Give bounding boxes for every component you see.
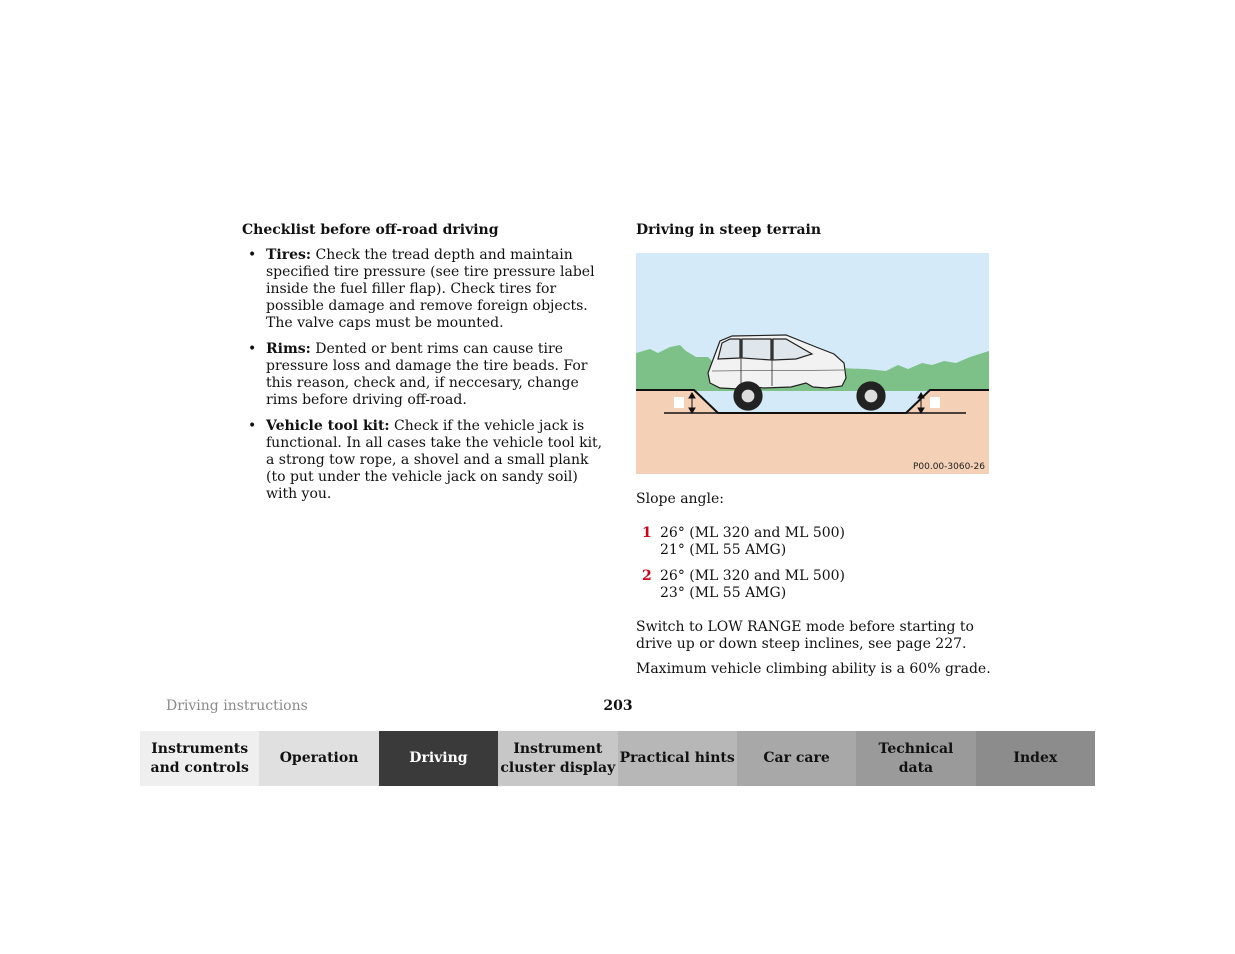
checklist-term: Tires: bbox=[266, 247, 312, 263]
tab-label-line: Driving bbox=[409, 750, 468, 766]
callout-number: 2 bbox=[642, 568, 652, 584]
tab-instruments-and-controls[interactable] bbox=[140, 731, 259, 786]
bullet: • bbox=[248, 418, 257, 434]
checklist-item-tires bbox=[242, 247, 604, 332]
tab-label-line: data bbox=[898, 759, 934, 776]
angle-line: 26° (ML 320 and ML 500) bbox=[660, 525, 846, 541]
checklist-item-tool-kit bbox=[242, 418, 604, 503]
marker-box-right bbox=[930, 397, 940, 408]
checklist-item-rims bbox=[242, 341, 604, 409]
angle-line: 26° (ML 320 and ML 500) bbox=[660, 568, 846, 584]
tab-label-line: cluster display bbox=[500, 759, 616, 776]
callout-number: 1 bbox=[642, 525, 652, 541]
checklist bbox=[242, 247, 604, 503]
figure-code: P00.00-3060-26 bbox=[912, 462, 985, 472]
tab-label-line: Instrument bbox=[513, 740, 603, 757]
checklist-section bbox=[242, 221, 604, 512]
slope-angle-label: Slope angle: bbox=[636, 491, 724, 507]
checklist-term: Vehicle tool kit: bbox=[266, 418, 390, 434]
tab-label-line: and controls bbox=[150, 759, 249, 776]
checklist-term: Rims: bbox=[266, 341, 311, 357]
slope-angle-item bbox=[636, 568, 996, 602]
checklist-text: Dented or bent rims can cause tire pressure loss and damage the tire beads. For this reason, check and, if neccesary, change rims before driving off-road. bbox=[266, 341, 588, 408]
slope-angle-list bbox=[636, 525, 996, 611]
section-title: Driving instructions bbox=[166, 698, 308, 714]
angle-line: 23° (ML 55 AMG) bbox=[660, 585, 787, 601]
tab-label-line: Practical hints bbox=[619, 750, 735, 766]
slope-angle-item bbox=[636, 525, 996, 559]
tab-instrument-cluster-display[interactable] bbox=[498, 731, 617, 786]
tab-label-line: Car care bbox=[763, 750, 830, 766]
steep-terrain-section bbox=[636, 221, 996, 677]
tab-technical-data[interactable] bbox=[856, 731, 975, 786]
illustration-svg bbox=[636, 253, 989, 474]
climbing-ability-note: Maximum vehicle climbing ability is a 60% grade. bbox=[636, 661, 991, 677]
tab-label-line: Operation bbox=[279, 750, 359, 766]
steep-terrain-heading: Driving in steep terrain bbox=[636, 222, 822, 238]
tab-label-line: Instruments bbox=[151, 740, 249, 757]
tab-label-line: Index bbox=[1013, 750, 1058, 766]
low-range-note: Switch to LOW RANGE mode before starting to drive up or down steep inclines, see page 227. bbox=[636, 619, 974, 652]
steep-terrain-illustration bbox=[636, 253, 989, 474]
marker-box-left bbox=[674, 397, 684, 408]
chapter-nav bbox=[140, 731, 1095, 786]
angle-line: 21° (ML 55 AMG) bbox=[660, 542, 787, 558]
tab-practical-hints[interactable] bbox=[618, 731, 737, 786]
tab-driving[interactable] bbox=[379, 731, 498, 786]
checklist-text: Check the tread depth and maintain specified tire pressure (see tire pressure label inside the fuel filler flap). Check tires for possible damage and remove foreign objects. The valve caps must be mounted. bbox=[266, 247, 595, 331]
bullet: • bbox=[248, 341, 257, 357]
tab-car-care[interactable] bbox=[737, 731, 856, 786]
tab-operation[interactable] bbox=[259, 731, 378, 786]
checklist-text: Check if the vehicle jack is functional. In all cases take the vehicle tool kit, a strong tow rope, a shovel and a small plank (to put under the vehicle jack on sandy soil) with you. bbox=[266, 418, 603, 502]
tab-index[interactable] bbox=[976, 731, 1095, 786]
bullet: • bbox=[248, 247, 257, 263]
tab-label-line: Technical bbox=[878, 740, 954, 757]
checklist-heading: Checklist before off-road driving bbox=[242, 222, 499, 238]
page-number: 203 bbox=[603, 698, 633, 714]
